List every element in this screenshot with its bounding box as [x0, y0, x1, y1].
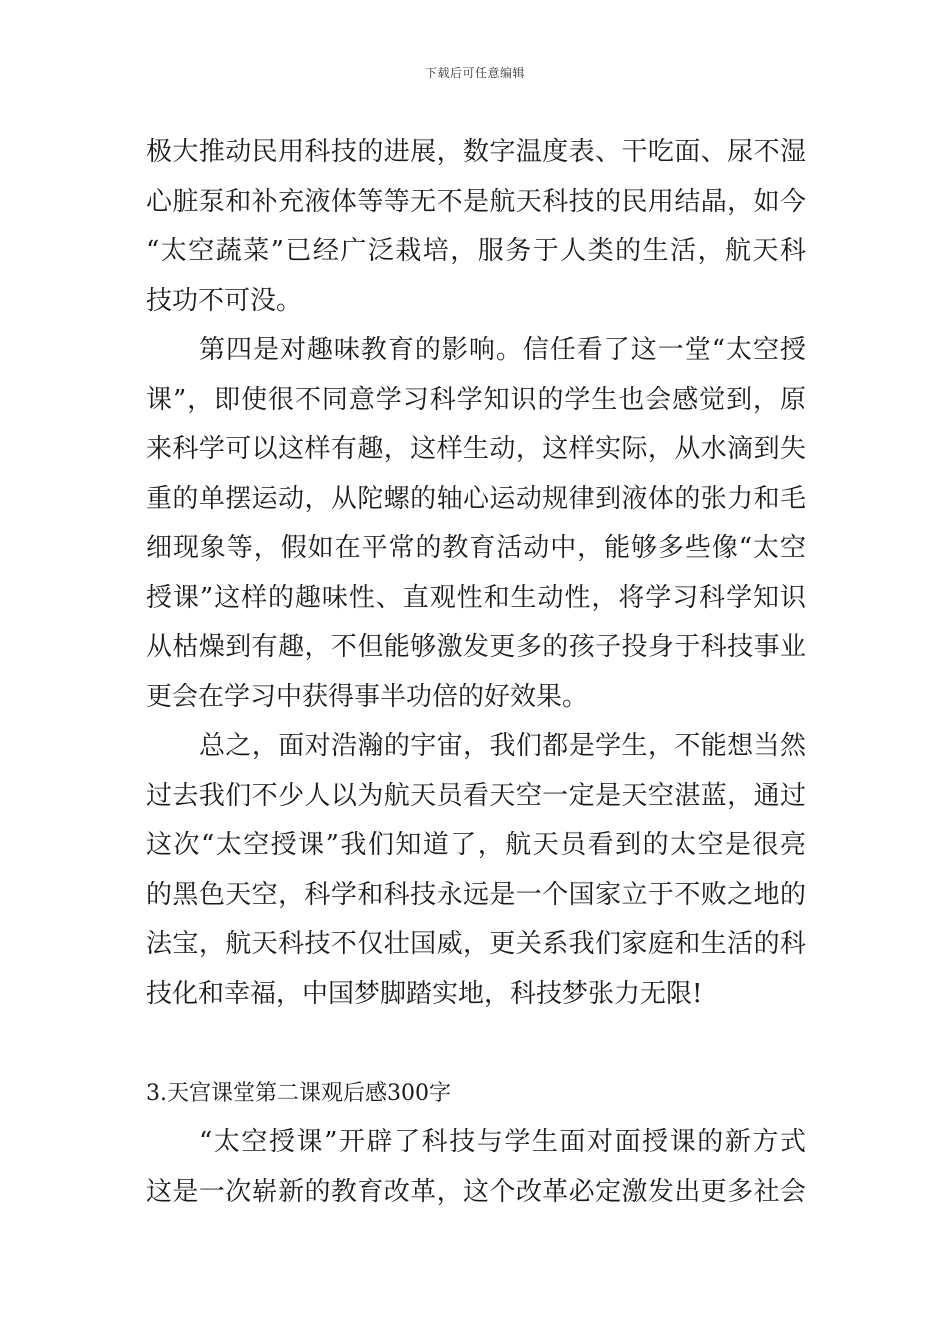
paragraph-2: [146, 326, 806, 722]
paragraph-line: 第四是对趣味教育的影响。信任看了这一堂“太空授: [199, 335, 806, 365]
paragraph-line: 课”，即使很不同意学习科学知识的学生也会感觉到，原: [146, 384, 806, 415]
paragraph-3: [146, 722, 806, 1019]
paragraph-line: “太空授课”开辟了科技与学生面对面授课的新方式: [199, 1127, 806, 1157]
section-heading: 3.天宫课堂第二课观后感300字: [146, 1080, 451, 1106]
paragraph-1: [146, 128, 806, 326]
paragraph-line: 总之，面对浩瀚的宇宙，我们都是学生，不能想当然: [199, 731, 806, 761]
paragraph-line: 极大推动民用科技的进展，数字温度表、干吃面、尿不湿: [146, 137, 806, 167]
paragraph-line: 从枯燥到有趣，不但能够激发更多的孩子投身于科技事业: [146, 632, 806, 662]
page-header: 下载后可任意编辑: [424, 66, 525, 80]
paragraph-line: “太空蔬菜”已经广泛栽培，服务于人类的生活，航天科: [146, 236, 806, 266]
paragraph-line: 这次“太空授课”我们知道了，航天员看到的太空是很亮: [146, 830, 806, 860]
paragraph-line: 来科学可以这样有趣，这样生动，这样实际，从水滴到失: [146, 434, 806, 464]
paragraph-line: 技功不可没。: [146, 285, 303, 316]
paragraph-line: 心脏泵和补充液体等等无不是航天科技的民用结晶，如今: [146, 186, 806, 217]
paragraph-line: 技化和幸福，中国梦脚踏实地，科技梦张力无限!: [146, 978, 703, 1009]
paragraph-line: 这是一次崭新的教育改革，这个改革必定激发出更多社会: [146, 1176, 806, 1207]
paragraph-line: 的黑色天空，科学和科技永远是一个国家立于不败之地的: [146, 879, 806, 910]
paragraph-line: 过去我们不少人以为航天员看天空一定是天空湛蓝，通过: [146, 780, 806, 811]
paragraph-line: 重的单摆运动，从陀螺的轴心运动规律到液体的张力和毛: [146, 483, 806, 514]
paragraph-line: 法宝，航天科技不仅壮国威，更关系我们家庭和生活的科: [146, 929, 806, 959]
paragraph-line: 更会在学习中获得事半功倍的好效果。: [146, 681, 589, 712]
paragraph-line: 授课”这样的趣味性、直观性和生动性，将学习科学知识: [146, 582, 806, 613]
section-paragraph: [146, 1118, 806, 1217]
blank-line: [146, 1019, 806, 1069]
document-body: [146, 128, 806, 1217]
paragraph-line: 细现象等，假如在平常的教育活动中，能够多些像“太空: [146, 533, 806, 563]
